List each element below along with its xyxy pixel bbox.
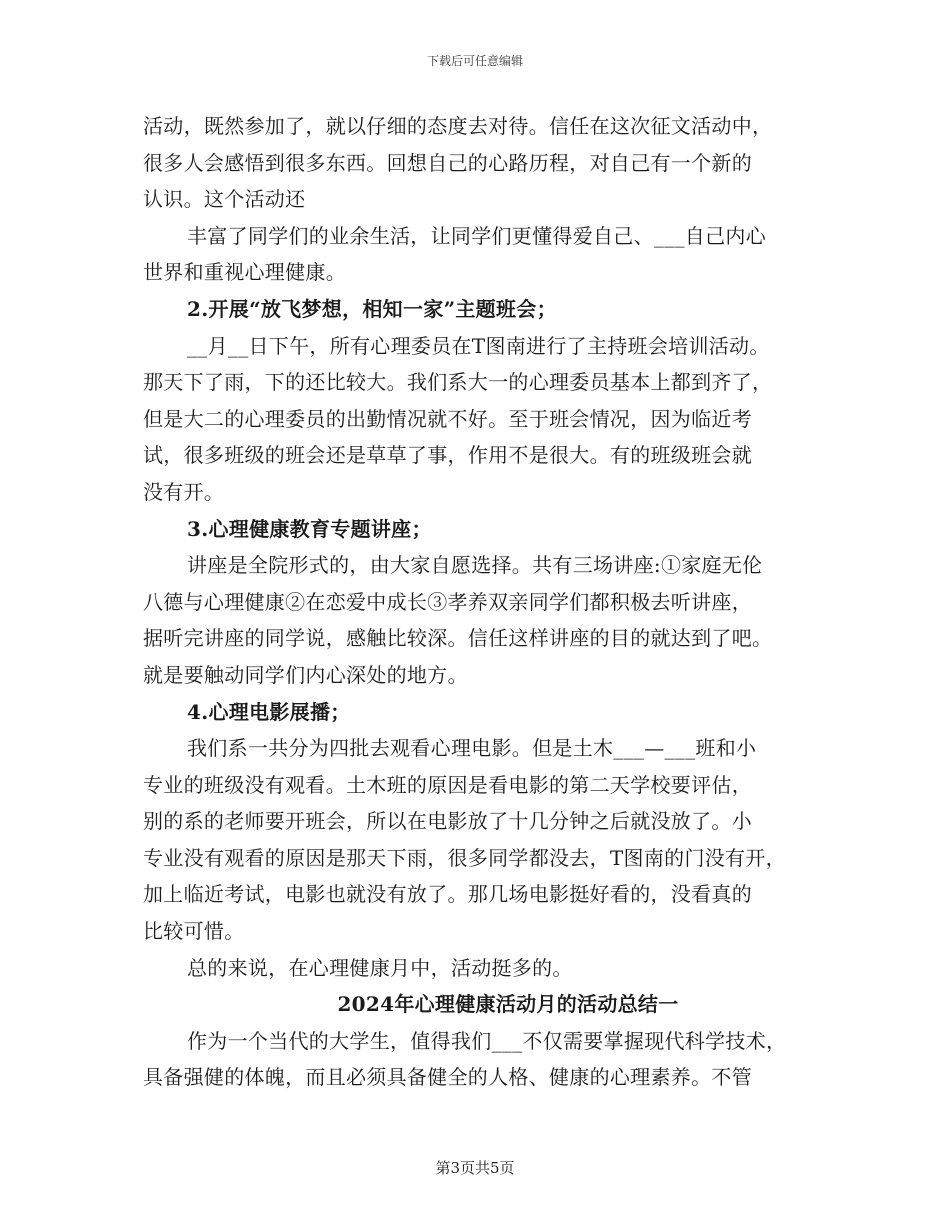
paragraph-line: 据听完讲座的同学说，感触比较深。信任这样讲座的目的就达到了吧。	[143, 626, 773, 651]
paragraph-line: 认识。这个活动还	[143, 187, 306, 212]
paragraph-line: 丰富了同学们的业余生活，让同学们更懂得爱自己、___自己内心	[187, 223, 766, 248]
paragraph-line: 加上临近考试，电影也就没有放了。那几场电影挺好看的，没看真的	[143, 882, 752, 907]
document-title: 2024年心理健康活动月的活动总结一	[337, 992, 679, 1017]
paragraph-line: 专业没有观看的原因是那天下雨，很多同学都没去，T图南的门没有开，	[143, 845, 786, 870]
paragraph-line: __月__日下午，所有心理委员在T图南进行了主持班会培训活动。	[187, 333, 770, 358]
paragraph-line: 别的系的老师要开班会，所以在电影放了十几分钟之后就没放了。小	[143, 809, 752, 834]
section-heading-2: 2.开展“放飞梦想，相知一家”主题班会；	[187, 296, 557, 321]
paragraph-line: 活动，既然参加了，就以仔细的态度去对待。信任在这次征文活动中，	[143, 114, 773, 138]
section-heading-3: 3.心理健康教育专题讲座；	[187, 516, 432, 541]
paragraph-line: 我们系一共分为四批去观看心理电影。但是土木___—___班和小	[187, 736, 757, 761]
paragraph-line: 没有开。	[143, 479, 225, 504]
paragraph-line: 那天下了雨，下的还比较大。我们系大一的心理委员基本上都到齐了，	[143, 370, 773, 395]
paragraph-line: 试，很多班级的班会还是草草了事，作用不是很大。有的班级班会就	[143, 443, 752, 468]
paragraph-line: 讲座是全院形式的，由大家自愿选择。共有三场讲座:①家庭无伦	[187, 553, 763, 578]
paragraph-line: 专业的班级没有观看。土木班的原因是看电影的第二天学校要评估，	[143, 772, 752, 797]
paragraph-line: 世界和重视心理健康。	[143, 260, 346, 285]
paragraph-line: 就是要触动同学们内心深处的地方。	[143, 662, 468, 687]
paragraph-line: 但是大二的心理委员的出勤情况就不好。至于班会情况，因为临近考	[143, 406, 752, 431]
section-heading-4: 4.心理电影展播；	[187, 699, 351, 724]
paragraph-line: 总的来说，在心理健康月中，活动挺多的。	[187, 955, 573, 980]
document-body	[143, 108, 833, 1096]
paragraph-line: 很多人会感悟到很多东西。回想自己的心路历程，对自己有一个新的	[143, 150, 752, 175]
page-footer: 第3页共5页	[435, 1159, 515, 1177]
paragraph-line: 作为一个当代的大学生，值得我们___不仅需要掌握现代科学技术，	[187, 1028, 787, 1053]
page-header: 下载后可任意编辑	[426, 54, 523, 68]
paragraph-line: 八德与心理健康②在恋爱中成长③孝养双亲同学们都积极去听讲座，	[143, 589, 752, 614]
paragraph-line: 比较可惜。	[143, 919, 245, 944]
paragraph-line: 具备强健的体魄，而且必须具备健全的人格、健康的心理素养。不管	[143, 1065, 752, 1090]
